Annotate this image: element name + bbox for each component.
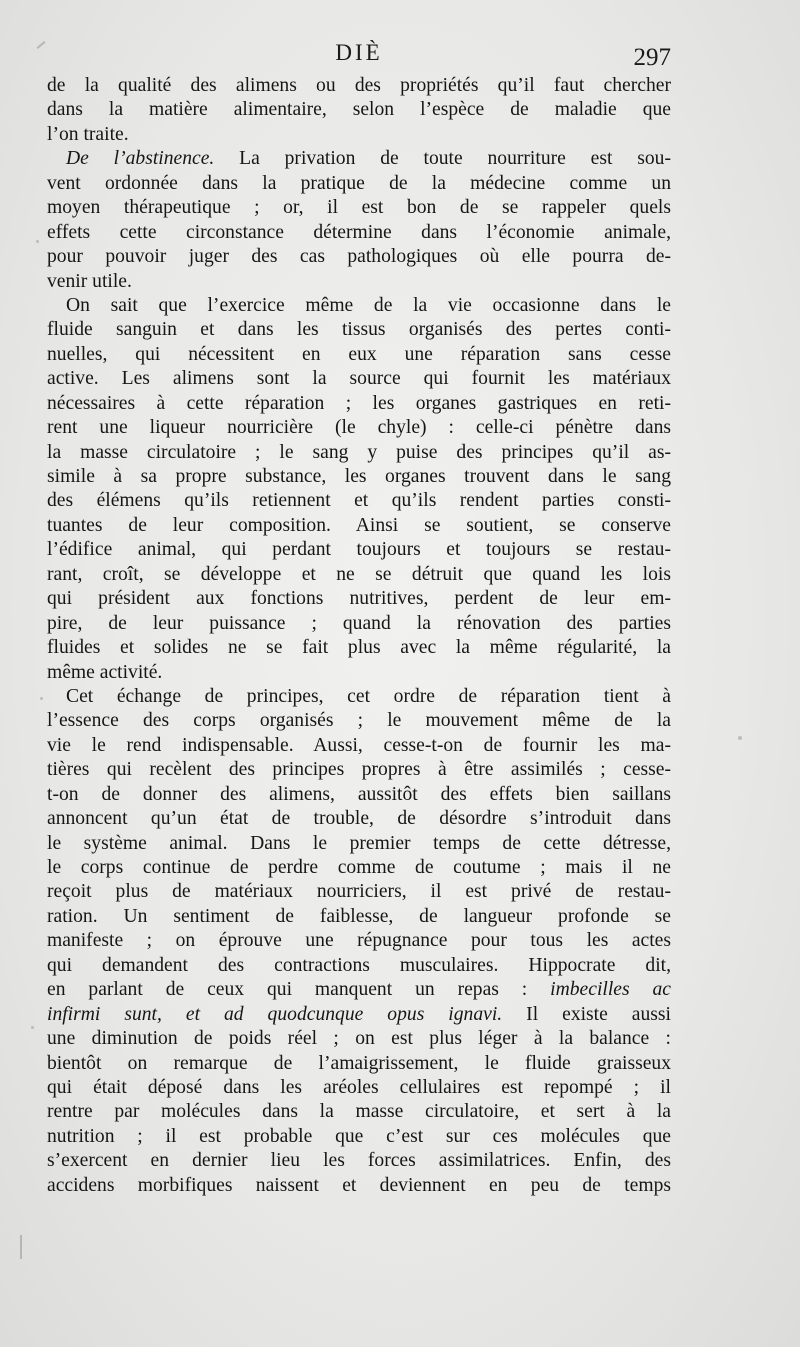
section-heading: De l’abstinence. [66, 148, 215, 170]
text-line: nécessaires à cette réparation ; les organes gastriques en reti- [47, 392, 671, 414]
text-line: manifeste ; on éprouve une répugnance pour tous les actes [47, 930, 671, 952]
paragraph [47, 294, 671, 685]
text-line: pire, de leur puissance ; quand la rénovation des parties [47, 612, 671, 634]
text-line: rant, croît, se développe et ne se détruit que quand les lois [47, 563, 671, 585]
text-line: t-on de donner des alimens, aussitôt des effets bien saillans [47, 783, 671, 805]
text-line: tuantes de leur composition. Ainsi se soutient, se conserve [47, 514, 671, 536]
text-line: des élémens qu’ils retiennent et qu’ils rendent parties consti- [47, 490, 671, 512]
text-line: infirmi sunt, et ad quodcunque opus ignavi. Il existe aussi [47, 1003, 671, 1025]
text-line: nuelles, qui nécessitent en eux une réparation sans cesse [47, 343, 671, 365]
text-line: On sait que l’exercice même de la vie occasionne dans le [66, 294, 671, 316]
text-line: tières qui recèlent des principes propres à être assimilés ; cesse- [47, 759, 671, 781]
text-line: le système animal. Dans le premier temps de cette détresse, [47, 832, 671, 854]
running-title: DIÈ [335, 40, 383, 65]
text-line: fluides et solides ne se fait plus avec la même régularité, la [47, 637, 671, 659]
text-line: annoncent qu’un état de trouble, de désordre s’introduit dans [47, 808, 671, 830]
paper-mark [20, 1235, 22, 1259]
text-line: même activité. [47, 661, 163, 683]
paragraph [47, 147, 671, 294]
text-line: reçoit plus de matériaux nourriciers, il est privé de restau- [47, 881, 671, 903]
text-line: l’on traite. [47, 123, 129, 145]
text-line: vie le rend indispensable. Aussi, cesse-t-on de fournir les ma- [47, 734, 671, 756]
text-line: s’exercent en dernier lieu les forces assimilatrices. Enfin, des [47, 1150, 671, 1172]
text-line: qui président aux fonctions nutritives, perdent de leur em- [47, 588, 671, 610]
text-line: la masse circulatoire ; le sang y puise des principes qu’il as- [47, 441, 671, 463]
text-line: nutrition ; il est probable que c’est sur ces molécules que [47, 1125, 671, 1147]
body-text [47, 74, 671, 1198]
text-line: qui était déposé dans les aréoles cellulaires est repompé ; il [47, 1076, 671, 1098]
text-line: l’édifice animal, qui perdant toujours et toujours se restau- [47, 539, 671, 561]
text-line: une diminution de poids réel ; on est plus léger à la balance : [47, 1028, 671, 1050]
paper-speck [40, 697, 43, 700]
text-line: rent une liqueur nourricière (le chyle) : celle-ci pénètre dans [47, 417, 671, 439]
text-line: simile à sa propre substance, les organes trouvent dans le sang [47, 466, 671, 487]
text-line: rentre par molécules dans la masse circulatoire, et sert à la [47, 1101, 671, 1123]
text-line: vent ordonnée dans la pratique de la médecine comme un [47, 172, 671, 194]
text-line: qui demandent des contractions musculaires. Hippocrate dit, [47, 954, 671, 976]
paper-speck [738, 736, 742, 740]
latin-quotation: imbecilles ac [550, 979, 671, 1001]
paper-speck [36, 240, 39, 243]
text-line: accidens morbifiques naissent et deviennent en peu de temps [47, 1174, 671, 1196]
text-line: bientôt on remarque de l’amaigrissement, le fluide graisseux [47, 1052, 671, 1074]
text-line: effets cette circonstance détermine dans l’économie animale, [47, 221, 671, 243]
running-head [47, 40, 671, 70]
paper-mark [37, 41, 46, 49]
text-line: venir utile. [47, 270, 132, 292]
text-line: de la qualité des alimens ou des propriétés qu’il faut chercher [47, 75, 671, 96]
paragraph [47, 685, 671, 1198]
latin-quotation: infirmi sunt, et ad quodcunque opus ignavi. [47, 1003, 503, 1025]
paragraph [47, 74, 671, 147]
text-line: Cet échange de principes, cet ordre de réparation tient à [66, 685, 671, 707]
text-line: pour pouvoir juger des cas pathologiques où elle pourra de- [47, 246, 671, 268]
text-line: active. Les alimens sont la source qui fournit les matériaux [47, 368, 671, 390]
text-line: dans la matière alimentaire, selon l’espèce de maladie que [47, 99, 671, 121]
text-line: fluide sanguin et dans les tissus organisés des pertes conti- [47, 319, 671, 341]
text-line: De l’abstinence. La privation de toute nourriture est sou- [66, 148, 671, 170]
text-line: le corps continue de perdre comme de coutume ; mais il ne [47, 857, 671, 878]
page-number: 297 [633, 44, 671, 71]
text-line: moyen thérapeutique ; or, il est bon de se rappeler quels [47, 197, 671, 219]
text-line: en parlant de ceux qui manquent un repas : imbecilles ac [47, 979, 671, 1001]
paper-speck [31, 1026, 34, 1029]
text-line: ration. Un sentiment de faiblesse, de langueur profonde se [47, 905, 671, 927]
text-line: l’essence des corps organisés ; le mouvement même de la [47, 710, 671, 732]
